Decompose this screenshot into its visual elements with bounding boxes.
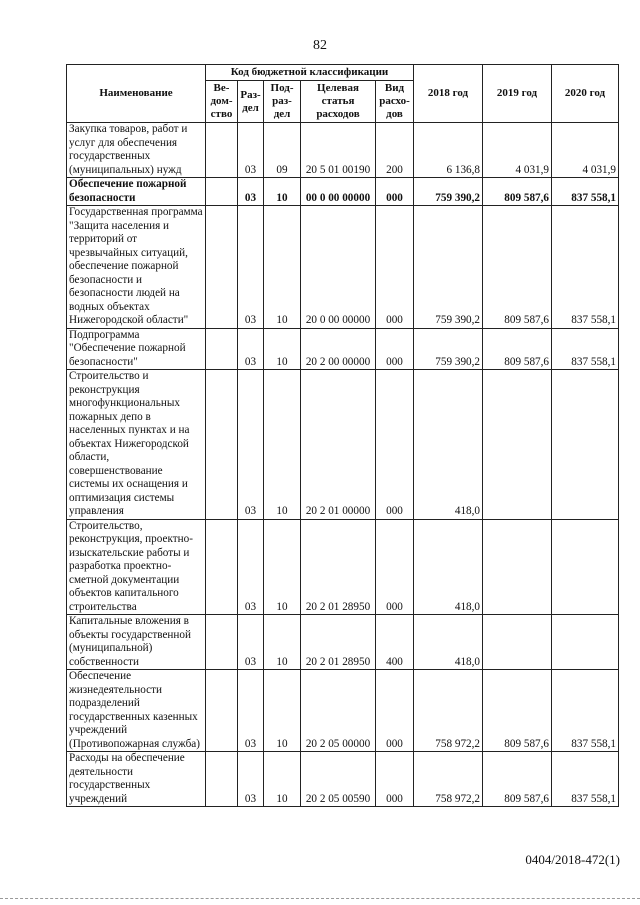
header-section: Раз-дел: [238, 81, 264, 123]
cell-2020: [552, 519, 619, 615]
cell-subsection: 10: [264, 206, 301, 329]
cell-target: 20 2 00 00000: [301, 328, 376, 370]
cell-subsection: 10: [264, 519, 301, 615]
header-expense-type: Вид расхо-дов: [376, 81, 414, 123]
cell-section: 03: [238, 328, 264, 370]
cell-2019: 809 587,6: [483, 670, 552, 752]
cell-name: Строительство, реконструкция, проектно-изыскательские работы и разработка проектно-сметной документации объектов капитального строительства: [67, 519, 206, 615]
cell-target: 20 2 05 00590: [301, 752, 376, 807]
header-subsection: Под-раз-дел: [264, 81, 301, 123]
cell-department: [206, 519, 238, 615]
cell-target: 20 0 00 00000: [301, 206, 376, 329]
cell-2018: 418,0: [414, 370, 483, 520]
table-row: [67, 519, 619, 615]
page-number: 82: [313, 38, 327, 53]
table-row: [67, 328, 619, 370]
cell-2020: 837 558,1: [552, 206, 619, 329]
cell-name: Расходы на обеспечение деятельности государственных учреждений: [67, 752, 206, 807]
document-code: 0404/2018-472(1): [525, 852, 620, 867]
table-row: [67, 670, 619, 752]
cell-2018: 6 136,8: [414, 123, 483, 178]
cell-section: 03: [238, 519, 264, 615]
cell-department: [206, 178, 238, 206]
cell-subsection: 10: [264, 615, 301, 670]
cell-department: [206, 752, 238, 807]
cell-2020: 837 558,1: [552, 328, 619, 370]
cell-department: [206, 670, 238, 752]
cell-expense-type: 000: [376, 328, 414, 370]
cell-section: 03: [238, 123, 264, 178]
cell-2019: 4 031,9: [483, 123, 552, 178]
cell-expense-type: 000: [376, 519, 414, 615]
cell-expense-type: 000: [376, 752, 414, 807]
cell-expense-type: 200: [376, 123, 414, 178]
table-body: [67, 123, 619, 807]
cell-2019: [483, 370, 552, 520]
header-2019: 2019 год: [483, 65, 552, 123]
cell-department: [206, 370, 238, 520]
cell-2018: 418,0: [414, 615, 483, 670]
cell-expense-type: 000: [376, 370, 414, 520]
cell-2020: [552, 370, 619, 520]
footer-divider: [0, 898, 640, 899]
cell-target: 00 0 00 00000: [301, 178, 376, 206]
cell-2020: 837 558,1: [552, 670, 619, 752]
cell-name: Подпрограмма "Обеспечение пожарной безопасности": [67, 328, 206, 370]
cell-target: 20 2 01 28950: [301, 519, 376, 615]
table-row: [67, 178, 619, 206]
cell-2019: 809 587,6: [483, 328, 552, 370]
cell-target: 20 5 01 00190: [301, 123, 376, 178]
cell-name: Строительство и реконструкция многофункциональных пожарных депо в населенных пунктах и на объектах Нижегородской области, совершенствование системы их оснащения и оптимизация системы управления: [67, 370, 206, 520]
cell-subsection: 10: [264, 178, 301, 206]
cell-section: 03: [238, 370, 264, 520]
header-department: Ве-дом-ство: [206, 81, 238, 123]
cell-2020: 837 558,1: [552, 178, 619, 206]
cell-department: [206, 123, 238, 178]
cell-2018: 759 390,2: [414, 178, 483, 206]
budget-table: [66, 64, 619, 807]
table-row: [67, 370, 619, 520]
cell-2019: 809 587,6: [483, 178, 552, 206]
header-code-group: Код бюджетной классификации: [206, 65, 414, 81]
cell-2019: 809 587,6: [483, 752, 552, 807]
table-row: [67, 123, 619, 178]
cell-2020: [552, 615, 619, 670]
table-row: [67, 615, 619, 670]
cell-department: [206, 615, 238, 670]
cell-expense-type: 000: [376, 206, 414, 329]
cell-name: Капитальные вложения в объекты государственной (муниципальной) собственности: [67, 615, 206, 670]
cell-name: Государственная программа "Защита населения и территорий от чрезвычайных ситуаций, обеспечение пожарной безопасности и безопасности людей на водных объектах Нижегородской области": [67, 206, 206, 329]
cell-2019: [483, 615, 552, 670]
header-2018: 2018 год: [414, 65, 483, 123]
cell-subsection: 10: [264, 328, 301, 370]
cell-expense-type: 000: [376, 178, 414, 206]
cell-section: 03: [238, 752, 264, 807]
cell-expense-type: 000: [376, 670, 414, 752]
cell-subsection: 10: [264, 670, 301, 752]
cell-target: 20 2 01 00000: [301, 370, 376, 520]
cell-2020: 837 558,1: [552, 752, 619, 807]
cell-department: [206, 328, 238, 370]
cell-section: 03: [238, 615, 264, 670]
cell-2019: 809 587,6: [483, 206, 552, 329]
cell-name: Обеспечение жизнедеятельности подразделений государственных казенных учреждений (Противопожарная служба): [67, 670, 206, 752]
cell-2018: 418,0: [414, 519, 483, 615]
cell-section: 03: [238, 178, 264, 206]
table-row: [67, 206, 619, 329]
cell-expense-type: 400: [376, 615, 414, 670]
cell-name: Закупка товаров, работ и услуг для обеспечения государственных (муниципальных) нужд: [67, 123, 206, 178]
cell-2018: 759 390,2: [414, 206, 483, 329]
header-target: Целевая статья расходов: [301, 81, 376, 123]
cell-target: 20 2 01 28950: [301, 615, 376, 670]
cell-2018: 759 390,2: [414, 328, 483, 370]
cell-subsection: 09: [264, 123, 301, 178]
header-2020: 2020 год: [552, 65, 619, 123]
cell-subsection: 10: [264, 752, 301, 807]
table-header: [67, 65, 619, 123]
cell-target: 20 2 05 00000: [301, 670, 376, 752]
cell-department: [206, 206, 238, 329]
cell-section: 03: [238, 670, 264, 752]
cell-section: 03: [238, 206, 264, 329]
cell-2019: [483, 519, 552, 615]
cell-subsection: 10: [264, 370, 301, 520]
table-row: [67, 752, 619, 807]
cell-name: Обеспечение пожарной безопасности: [67, 178, 206, 206]
cell-2018: 758 972,2: [414, 752, 483, 807]
cell-2020: 4 031,9: [552, 123, 619, 178]
header-name: Наименование: [67, 65, 206, 123]
cell-2018: 758 972,2: [414, 670, 483, 752]
